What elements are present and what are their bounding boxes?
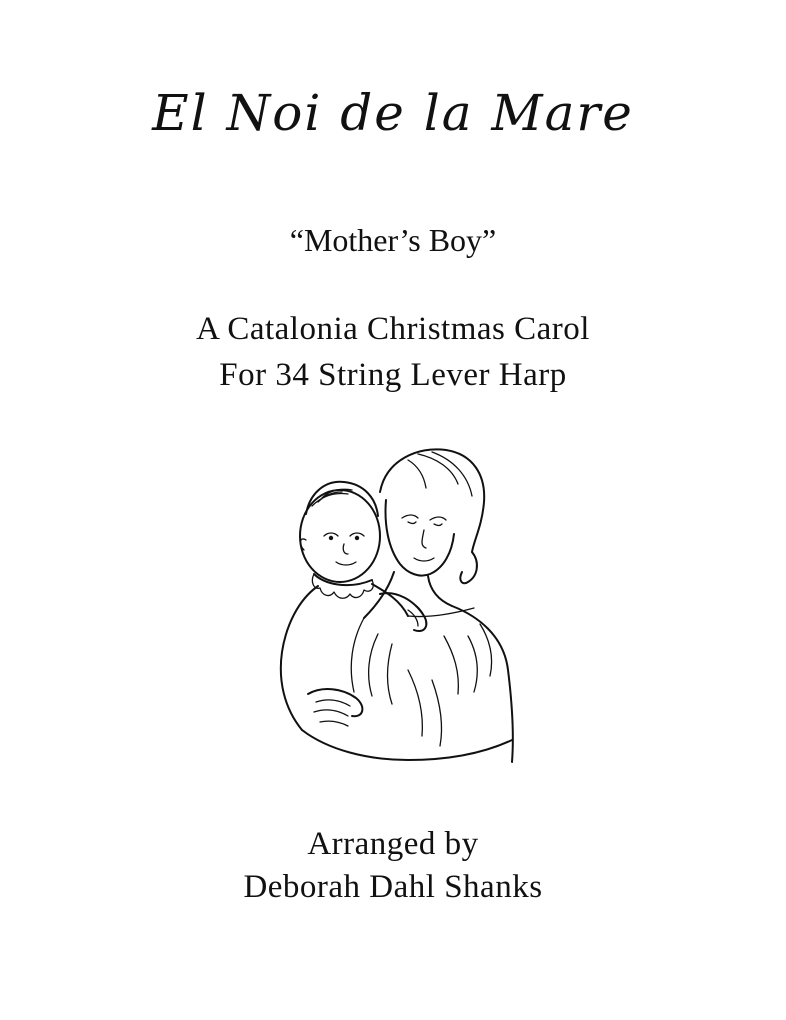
mother-and-child-illustration [268,440,520,770]
arranged-by-label: Arranged by [307,826,479,862]
arranger-name: Deborah Dahl Shanks [243,869,543,905]
description-line-1: A Catalonia Christmas Carol [196,311,590,347]
page-title: El Noi de la Mare [152,84,634,142]
subtitle: “Mother’s Boy” [289,222,497,258]
description-line-2: For 34 String Lever Harp [219,357,567,393]
